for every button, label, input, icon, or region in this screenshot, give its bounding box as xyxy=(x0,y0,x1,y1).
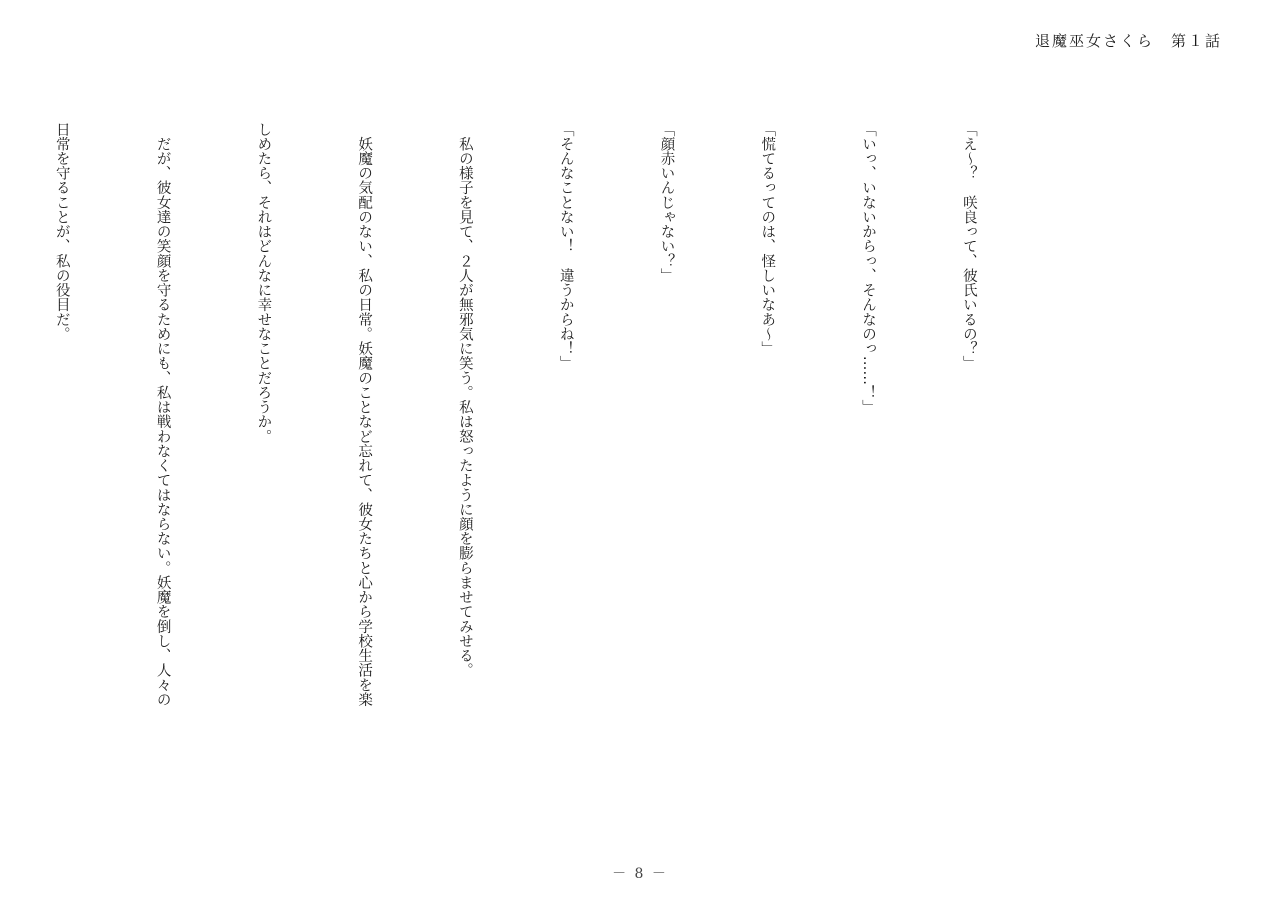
text-line: 妖魔の気配のない、私の日常。妖魔のことなど忘れて、彼女たちと心から学校生活を楽 xyxy=(356,122,373,707)
text-line: 日常を守ることが、私の役目だ。 xyxy=(53,122,70,342)
text-line: 私の様子を見て、２人が無邪気に笑う。私は怒ったように顔を膨らませてみせる。 xyxy=(456,122,473,678)
text-line: 「いっ、いないからっ、そんなのっ……！」 xyxy=(860,122,877,415)
text-line: 「顔赤いんじゃない？」 xyxy=(658,122,675,283)
text-line: だが、彼女達の笑顔を守るためにも、私は戦わなくてはならない。妖魔を倒し、人々の xyxy=(154,122,171,707)
text-line: 「そんなことない！ 違うからね！」 xyxy=(557,122,574,371)
text-line: しめたら、それはどんなに幸せなことだろうか。 xyxy=(255,122,272,444)
running-header-title: 退魔巫女さくら 第１話 xyxy=(1034,32,1222,50)
text-line: 「慌てるってのは、怪しいなあ〜」 xyxy=(759,122,776,356)
text-line: 「え〜？ 咲良って、彼氏いるの？」 xyxy=(960,122,977,371)
page-number: － 8 － xyxy=(612,866,668,882)
vertical-body-text xyxy=(0,122,1052,707)
